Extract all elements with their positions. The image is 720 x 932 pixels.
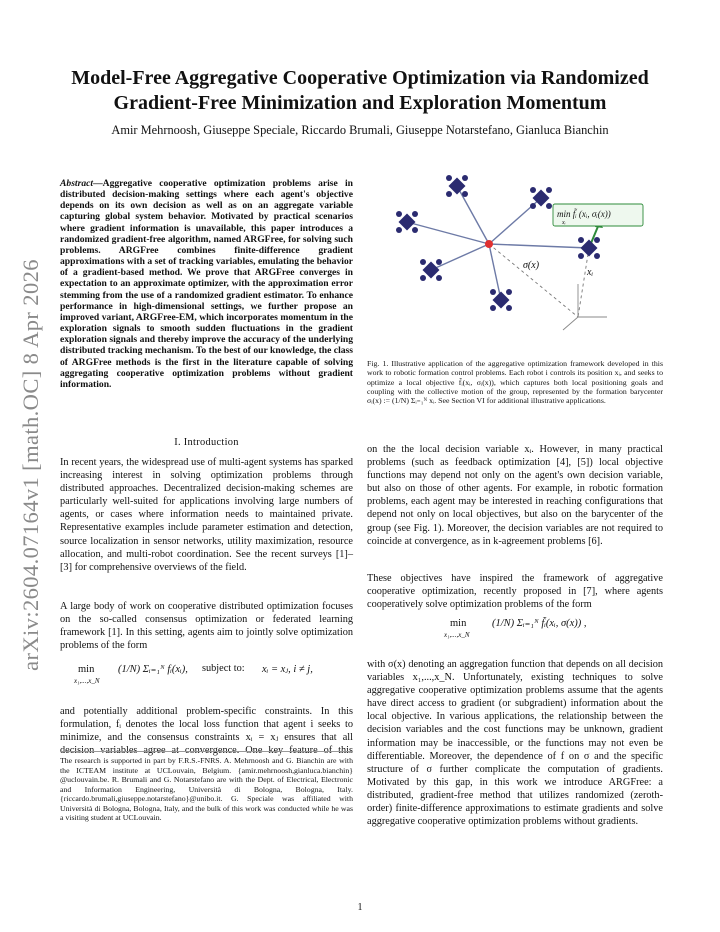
xi-label: xᵢ xyxy=(587,267,594,278)
arxiv-sidebar xyxy=(2,255,60,675)
abstract xyxy=(60,178,353,390)
intro-paragraph-4: on the the local decision variable xᵢ. However, in many practical problems (such as feedback optimization [4], [5]) local objective functions may depend not only on the agent's own decision variable, but also on those of other agents. For example, in robotic formation problems, each agent may be interested in reaching configurations that depend not only on local objectives, but also on the barycenter of the group (see Fig. 1). Moreover, the decision variables are not required to coincide at convergence, as in k-agreement problems [6]. xyxy=(367,444,663,547)
sigma-label: σ(x) xyxy=(523,260,540,271)
footnote-rule xyxy=(60,751,353,752)
eq1-sub: x₁,...,x_N xyxy=(74,677,100,685)
intro-paragraph-3: and potentially additional problem-specific constraints. In this formulation, fᵢ denotes the local loss function that agent i seeks to minimize, and the consensus constraints xᵢ = xⱼ ensures that all decision variables agree at convergence. One key feature of this xyxy=(60,706,353,757)
intro-paragraph-1: In recent years, the widespread use of multi-agent systems has sparked increasing interest in solving optimization problems through distributed approaches. Decentralized decision-making schemes are particularly well-suited for applications involving large numbers of agents, or cases where information needs to maintained private. Representative examples include parameter estimation and detection, source localization in sensor networks, utility maximization, resource allocation, and multi-robot coordination. See the recent surveys [1]–[3] for comprehensive overviews of the field. xyxy=(60,457,353,573)
objective-label-sub: xᵢ xyxy=(562,220,566,226)
drone-group xyxy=(396,175,600,311)
abstract-label: Abstract xyxy=(60,178,94,189)
equation-consensus xyxy=(72,660,352,696)
intro-paragraph-6: with σ(x) denoting an aggregation function that depends on all decision variables x₁,...,x_N. Unfortunately, existing techniques to solve aggregative cooperative optimization problems assume that the agents have direct access to gradient (or subgradient) information about the local objective. In various applications, the relationship between the decision variables and the cost functions may be unknown, gradient information may be inaccessible, or the functions may not even be differentiable. Moreover, the dependence of f on σ and the specific structure of σ further complicate the computation of gradients. Motivated by this gap, in this work we introduce ARGFree: a distributed, gradient-free method that utilizes randomized (zeroth-order) finite-difference approximations to estimate gradients and solve aggregative cooperative optimization problems without gradients. xyxy=(367,659,663,828)
figure-1 xyxy=(367,172,667,356)
title-line-2: Gradient-Free Minimization and Exploration Momentum xyxy=(113,92,607,114)
formation-diagram xyxy=(367,172,667,356)
eq1-body: (1/N) Σᵢ₌₁ᴺ fᵢ(xᵢ), xyxy=(118,664,188,675)
arxiv-id: arXiv:2604.07164v1 [math.OC] 8 Apr 2026 xyxy=(18,259,43,671)
abstract-text: —Aggregative cooperative optimization problems arise in distributed decision-making settings where each agent's objective depends on its own decision as well as on an aggregate variable capturing global system behavior. Motivated by practical scenarios where gradient information is unavailable, this paper introduces a randomized gradient-free algorithm, named ARGFree, for solving such problems. ARGFree combines finite-difference gradient approximations with a set of tracking variables, emulating the behavior of a gradient-based method. We prove that ARGFree converges in expectation to an approximate optimizer, with the approximation error stemming from the use of a randomized gradient estimator. To enhance performance in high-dimensional settings, we further propose an improved variant, ARGFree-EM, which incorporates momentum in the exploration signals to smooth sudden fluctuations in the gradient exploration signals and thereby improve the accuracy of the underlying distributed tracking mechanism. To the best of our knowledge, the class of ARGFree methods is the first in the literature capable of solving aggregating cooperative optimization problems without gradient information. xyxy=(60,178,353,390)
eq2-body: (1/N) Σᵢ₌₁ᴺ f̃ᵢ(xᵢ, σ(x)) , xyxy=(492,618,587,629)
eq2-min: min xyxy=(450,618,467,629)
objective-label: min f̃ᵢ (xᵢ, σᵢ(x)) xyxy=(557,209,611,219)
paper-title xyxy=(40,66,680,116)
eq2-sub: x₁,...,x_N xyxy=(444,631,470,639)
author-list: Amir Mehrnoosh, Giuseppe Speciale, Riccardo Brumali, Giuseppe Notarstefano, Gianluca Bianchin xyxy=(111,123,609,137)
intro-paragraph-5: These objectives have inspired the framework of aggregative cooperative optimization, recently proposed in [7], where agents cooperatively solve optimization problems of the form xyxy=(367,573,663,611)
eq1-constraint: xᵢ = xⱼ, i ≠ j, xyxy=(262,664,313,675)
intro-paragraph-2: A large body of work on cooperative distributed optimization focuses on the so-called consensus optimization or federated learning framework [1]. In this setting, agents aim to jointly solve optimization problems of the form xyxy=(60,601,353,652)
section-heading: I. Introduction xyxy=(174,437,239,448)
page-number: 1 xyxy=(357,902,363,913)
eq1-subject: subject to: xyxy=(202,663,245,674)
footnote: The research is supported in part by F.R.S.-FNRS. A. Mehrnoosh and G. Bianchin are with the ICTEAM institute at UCLouvain, Belgium. {amir.mehrnoosh,gianluca.bianchin} @uclouvain.be. R. Brumali and G. Notarstefano are with the Dept. of Electrical, Electronic and Information Engineering, Università di Bologna, Bologna, Italy. {riccardo.brumali,giuseppe.notarstefano}@unibo.it. G. Speciale was affiliated with Università di Bologna, Bologna, Italy, and the bulk of this work was conducted while he was a visiting student at UCLouvain. xyxy=(60,756,353,823)
barycenter-node xyxy=(485,240,493,248)
figure-caption: Fig. 1. Illustrative application of the aggregative optimization framework developed in this work to robotic formation control problems. Each robot i controls its position xᵢ, and seeks to optimize a local objective f̃ᵢ(xᵢ, σᵢ(x)), which captures both local positioning goals and coupling with the collective motion of the group, represented by the formation barycenter σᵢ(x) := (1/N) Σᵢ₌₁ᴺ xᵢ. See Section VI for additional illustrative applications. xyxy=(367,359,663,406)
eq1-min: min xyxy=(78,664,95,675)
title-line-1: Model-Free Aggregative Cooperative Optimization via Randomized xyxy=(71,67,649,89)
equation-aggregative xyxy=(440,614,640,648)
